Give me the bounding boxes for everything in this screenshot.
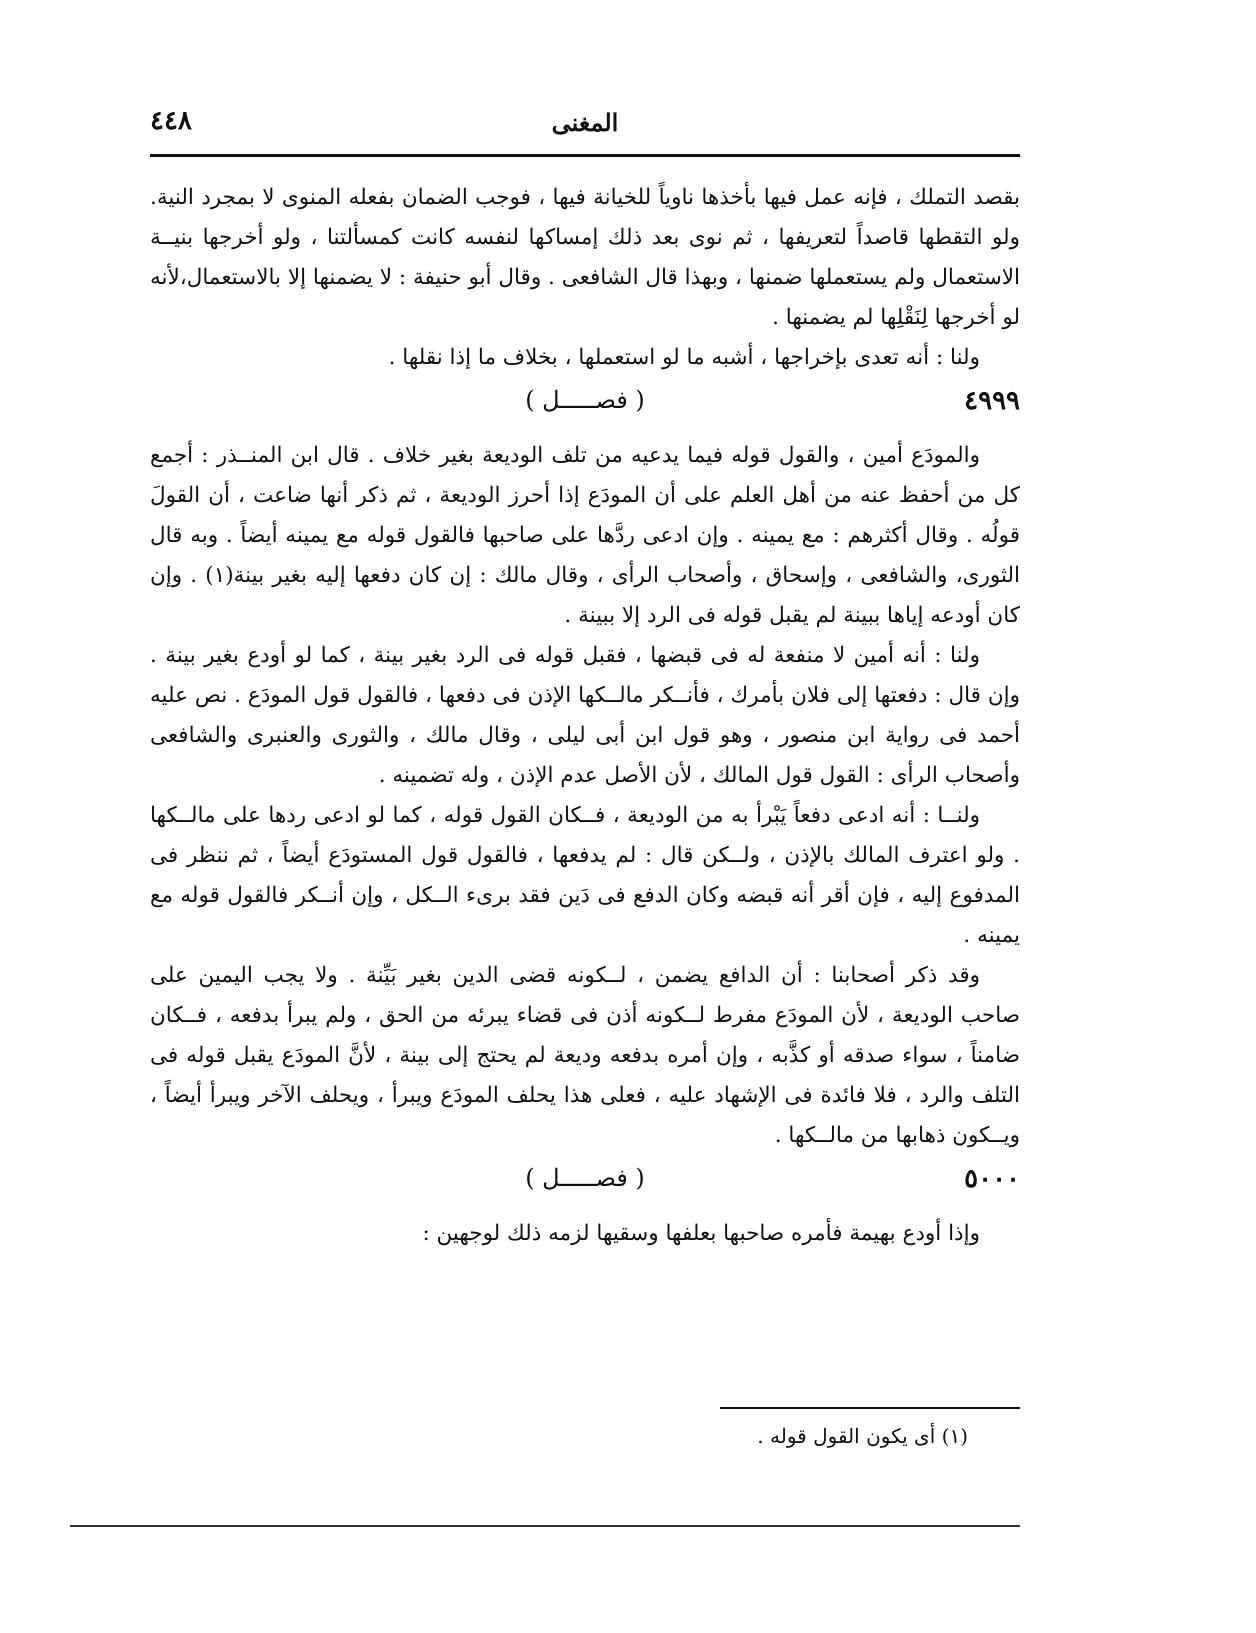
page-number: ٤٤٨ (150, 106, 192, 136)
section-heading (150, 378, 1020, 436)
paragraph: بقصد التملك ، فإنه عمل فيها بأخذها ناوياً للخيانة فيها ، فوجب الضمان بفعله المنوى لا بمجرد النية. ولو التقطها قاصداً لتعريفها ، ثم نوى بعد ذلك إمساكها لنفسه كانت كمسألتنا ، ولو أخرجها بنيــة الاستعمال ولم يستعملها ضمنها ، وبهذا قال الشافعى . وقال أبو حنيفة : لا يضمنها إلا بالاستعمال،لأنه لو أخرجها لِنَقْلِها لم يضمنها . (150, 185, 1020, 330)
paragraph: ولنا : أنه أمين لا منفعة له فى قبضها ، فقبل قوله فى الرد بغير بينة ، كما لو أودع بغير بينة . وإن قال : دفعتها إلى فلان بأمرك ، فأنــكر مالــكها الإذن فى دفعها ، فالقول قول المودَع . نص عليه أحمد فى رواية ابن منصور ، وهو قول ابن أبى ليلى ، وقال مالك ، والثورى والعنبرى والشافعى وأصحاب الرأى : القول قول المالك ، لأن الأصل عدم الإذن ، وله تضمينه . (150, 643, 1020, 788)
footnote: (١) أى يكون القول قوله . (757, 1424, 968, 1448)
section-heading (150, 1156, 1020, 1214)
section-number: ٥٠٠٠ (964, 1164, 1020, 1194)
section-title: ( فصـــــل ) (525, 1164, 645, 1192)
bottom-rule (70, 1525, 1020, 1527)
paragraph: ولنا : أنه تعدى بإخراجها ، أشبه ما لو استعملها ، بخلاف ما إذا نقلها . (388, 345, 980, 370)
paragraph: ولنــا : أنه ادعى دفعاً يَبْرأ به من الوديعة ، فــكان القول قوله ، كما لو ادعى ردها على مالــكها . ولو اعترف المالك بالإذن ، ولــكن قال : لم يدفعها ، فالقول قول المستودَع أيضاً ، ثم ننظر فى المدفوع إليه ، فإن أقر أنه قبضه وكان الدفع فى دَين فقد برىء الــكل ، وإن أنــكر فالقول قوله مع يمينه . (150, 803, 1020, 948)
paragraph: وقد ذكر أصحابنا : أن الدافع يضمن ، لــكونه قضى الدين بغير بَيِّنة . ولا يجب اليمين على صاحب الوديعة ، لأن المودَع مفرط لــكونه أذن فى قضاء يبرئه من الحق ، ولم يبرأ بدفعه ، فــكان ضامناً ، سواء صدقه أو كذَّبه ، وإن أمره بدفعه وديعة لم يحتج إلى بينة ، لأنَّ المودَع يقبل قوله فى التلف والرد ، فلا فائدة فى الإشهاد عليه ، فعلى هذا يحلف المودَع ويبرأ ، ويحلف الآخر ويبرأ أيضاً ، ويــكون ذهابها من مالــكها . (150, 963, 1020, 1148)
footnote-rule (720, 1407, 1020, 1409)
section-title: ( فصـــــل ) (525, 386, 645, 414)
section-number: ٤٩٩٩ (964, 386, 1020, 416)
paragraph: وإذا أودع بهيمة فأمره صاحبها بعلفها وسقيها لزمه ذلك لوجهين : (422, 1221, 980, 1246)
header-rule (150, 154, 1020, 157)
paragraph: والمودَع أمين ، والقول قوله فيما يدعيه من تلف الوديعة بغير خلاف . قال ابن المنــذر : أجمع كل من أحفظ عنه من أهل العلم على أن المودَع إذا أحرز الوديعة ، ثم ذكر أنها ضاعت ، أن القولَ قولُه . وقال أكثرهم : مع يمينه . وإن ادعى ردَّها على صاحبها فالقول قوله مع يمينه أيضاً . وبه قال الثورى، والشافعى ، وإسحاق ، وأصحاب الرأى ، وقال مالك : إن كان دفعها إليه بغير بينة(١) . وإن كان أودعه إياها ببينة لم يقبل قوله فى الرد إلا ببينة . (150, 443, 1020, 628)
running-title: المغنى (551, 108, 619, 137)
main-text (150, 178, 1020, 1254)
page-header (150, 106, 1020, 146)
